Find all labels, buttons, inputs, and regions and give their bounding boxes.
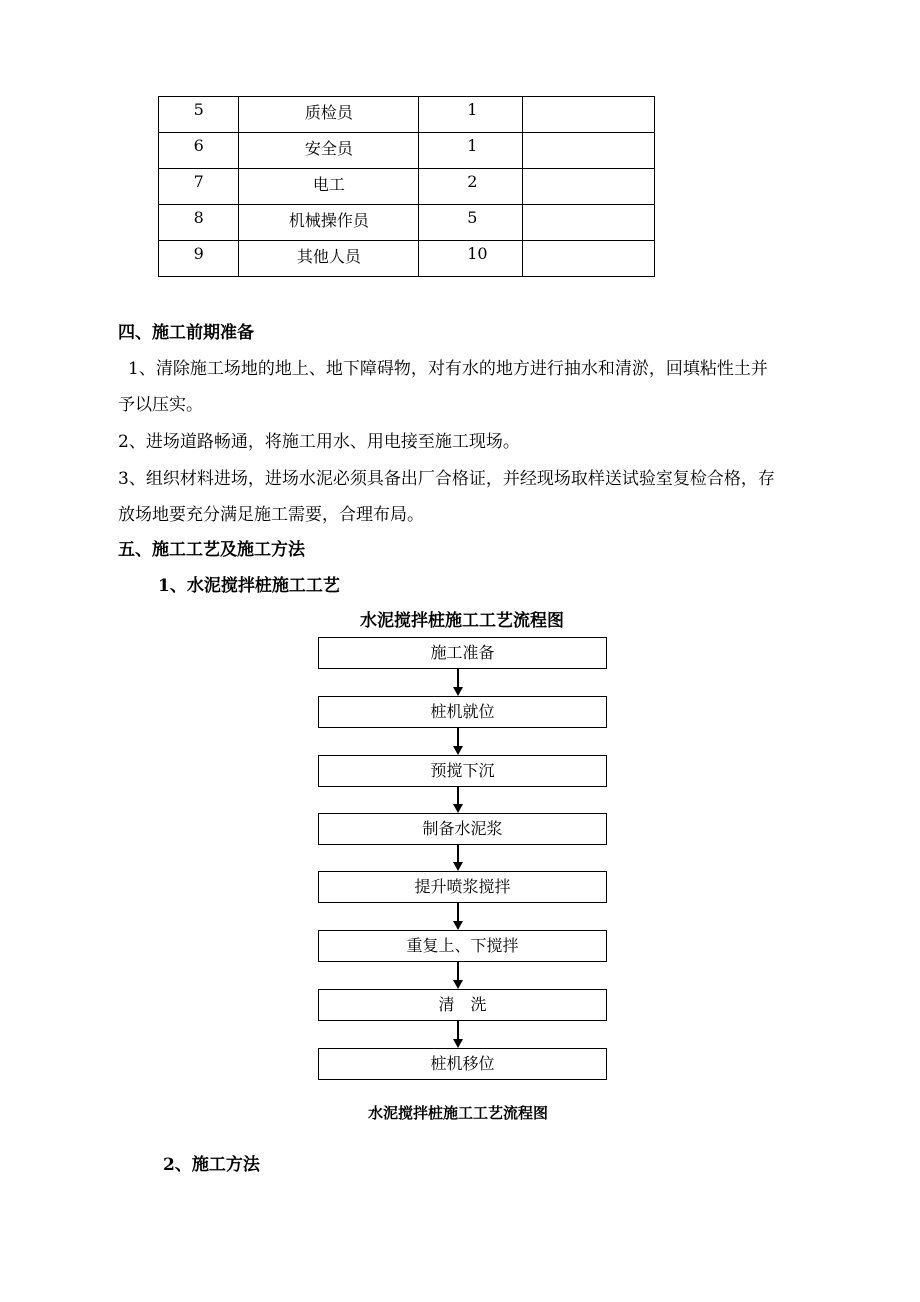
role-name: 电工 — [312, 175, 345, 194]
row-number-cell — [159, 205, 239, 241]
row-number-cell — [159, 241, 239, 277]
row-number: 5 — [193, 100, 204, 119]
flow-step-box: 清 洗 — [318, 989, 607, 1021]
flow-caption: 水泥搅拌桩施工工艺流程图 — [368, 1104, 549, 1122]
role-name: 质检员 — [304, 103, 353, 122]
flow-arrow-icon — [453, 1021, 463, 1048]
flow-arrow-shaft — [457, 787, 459, 805]
remark-cell — [522, 241, 654, 277]
head-count-cell — [419, 241, 523, 277]
remark — [523, 169, 654, 172]
flow-arrow-head — [453, 862, 463, 871]
flow-arrow-shaft — [457, 845, 459, 863]
remark — [523, 133, 654, 136]
row-number: 7 — [193, 172, 204, 191]
head-count: 10 — [467, 244, 488, 263]
flow-step-box: 施工准备 — [318, 637, 607, 669]
row-number: 9 — [193, 244, 204, 263]
flow-step-box: 桩机就位 — [318, 696, 607, 728]
section-5-sub-2: 2、施工方法 — [163, 1155, 260, 1175]
head-count-cell — [419, 97, 523, 133]
section-4-item-1-line-1: 1、清除施工场地的地上、地下障碍物，对有水的地方进行抽水和清淤，回填粘性土并 — [128, 359, 768, 379]
head-count: 2 — [467, 172, 478, 191]
flow-step-box: 预搅下沉 — [318, 755, 607, 787]
flow-title: 水泥搅拌桩施工工艺流程图 — [360, 611, 564, 631]
flow-arrow-shaft — [457, 669, 459, 688]
flow-arrow-head — [453, 1039, 463, 1048]
row-number-cell — [159, 97, 239, 133]
head-count-cell — [419, 169, 523, 205]
section-4-heading: 四、施工前期准备 — [118, 323, 254, 343]
flow-arrow-icon — [453, 903, 463, 930]
flow-arrow-icon — [453, 962, 463, 989]
flow-step-box: 重复上、下搅拌 — [318, 930, 607, 962]
flow-step-box: 桩机移位 — [318, 1048, 607, 1080]
table-row — [159, 133, 655, 169]
head-count-cell — [419, 205, 523, 241]
flow-step-box: 提升喷浆搅拌 — [318, 871, 607, 903]
flow-arrow-icon — [453, 669, 463, 696]
section-4-item-2: 2、进场道路畅通，将施工用水、用电接至施工现场。 — [118, 432, 520, 452]
table-row — [159, 97, 655, 133]
flow-arrow-head — [453, 980, 463, 989]
flow-arrow-head — [453, 921, 463, 930]
head-count: 1 — [467, 100, 478, 119]
flow-arrow-shaft — [457, 728, 459, 747]
section-4-item-1-line-2: 予以压实。 — [118, 395, 203, 415]
role-name-cell — [239, 169, 419, 205]
staff-table — [158, 96, 655, 277]
remark-cell — [522, 205, 654, 241]
section-5-heading: 五、施工工艺及施工方法 — [118, 540, 305, 560]
remark — [523, 205, 654, 208]
table-row — [159, 241, 655, 277]
head-count: 5 — [467, 208, 478, 227]
row-number: 8 — [193, 208, 204, 227]
table-row — [159, 205, 655, 241]
remark-cell — [522, 133, 654, 169]
flow-arrow-shaft — [457, 903, 459, 922]
row-number-cell — [159, 133, 239, 169]
flow-arrow-head — [453, 687, 463, 696]
flow-arrow-head — [453, 746, 463, 755]
flow-arrow-icon — [453, 728, 463, 755]
remark-cell — [522, 169, 654, 205]
role-name-cell — [239, 205, 419, 241]
role-name: 安全员 — [304, 139, 353, 158]
row-number-cell — [159, 169, 239, 205]
role-name: 机械操作员 — [288, 211, 369, 230]
remark — [523, 241, 654, 244]
flow-step-box: 制备水泥浆 — [318, 813, 607, 845]
head-count-cell — [419, 133, 523, 169]
row-number: 6 — [193, 136, 204, 155]
role-name-cell — [239, 133, 419, 169]
flow-arrow-shaft — [457, 1021, 459, 1040]
remark — [523, 97, 654, 100]
table-row — [159, 169, 655, 205]
remark-cell — [522, 97, 654, 133]
role-name-cell — [239, 97, 419, 133]
role-name: 其他人员 — [296, 247, 361, 266]
role-name-cell — [239, 241, 419, 277]
flow-arrow-icon — [453, 845, 463, 871]
flow-arrow-head — [453, 804, 463, 813]
section-4-item-3-line-1: 3、组织材料进场，进场水泥必须具备出厂合格证，并经现场取样送试验室复检合格，存 — [118, 469, 775, 489]
section-5-sub-1: 1、水泥搅拌桩施工工艺 — [158, 576, 340, 596]
head-count: 1 — [467, 136, 478, 155]
flow-arrow-shaft — [457, 962, 459, 981]
flow-arrow-icon — [453, 787, 463, 813]
section-4-item-3-line-2: 放场地要充分满足施工需要，合理布局。 — [118, 505, 424, 525]
